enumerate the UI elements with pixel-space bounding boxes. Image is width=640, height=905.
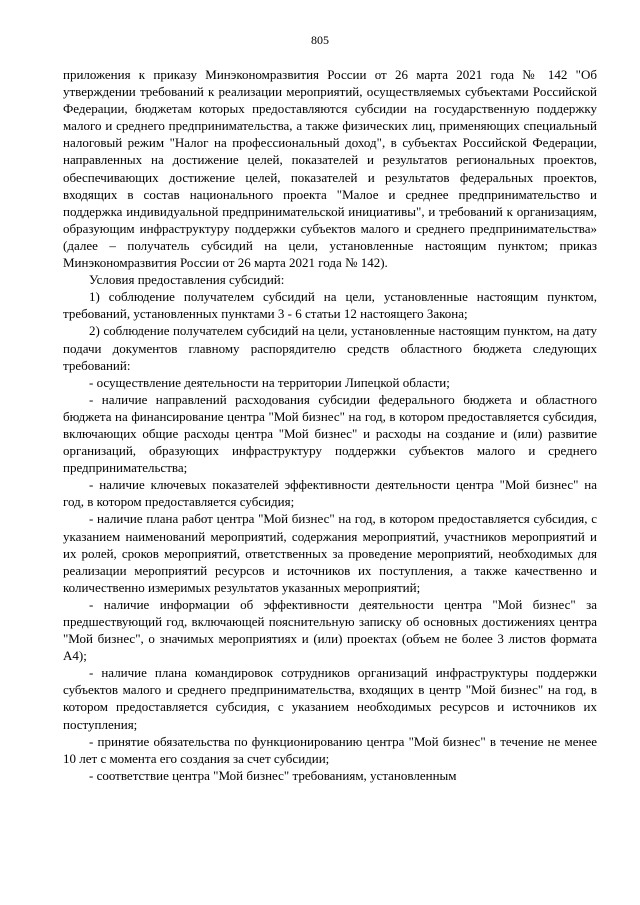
list-item-work-plan: - наличие плана работ центра "Мой бизнес" на год, в котором предоставляется субсидия, с указанием наименований мероприятий, содержания мероприятий, участников мероприятий и их ролей, сроков мероприятий, ответственных за проведение мероприятий, необходимых для реализации мероприятий ресурсов и источников их поступления, а также качественно и количественно измеримых результатов указанных мероприятий; bbox=[63, 511, 597, 595]
paragraph-order-reference: приложения к приказу Минэкономразвития России от 26 марта 2021 года № 142 "Об утверждении требований к реализации мероприятий, осуществляемых субъектами Российской Федерации, бюджетам которых предоставляются субсидии на государственную поддержку малого и среднего предпринимательства, а также физических лиц, применяющих специальный налоговый режим "Налог на профессиональный доход", в субъектах Российской Федерации, направленных на достижение целей, показателей и результатов региональных проектов, обеспечивающих достижение целей, показателей и результатов федеральных проектов, входящих в состав национального проекта "Малое и среднее предпринимательство и поддержка индивидуальной предпринимательской инициативы", и требований к организациям, образующим инфраструктуру поддержки субъектов малого и среднего предпринимательства» (далее – получатель субсидий на цели, установленные настоящим пунктом; приказ Минэкономразвития России от 26 марта 2021 года № 142). bbox=[63, 67, 597, 271]
paragraph-condition-2: 2) соблюдение получателем субсидий на цели, установленные настоящим пунктом, на дату подачи документов главному распорядителю средств областного бюджета следующих требований: bbox=[63, 323, 597, 373]
paragraph-condition-1: 1) соблюдение получателем субсидий на цели, установленные настоящим пунктом, требований, установленных пунктами 3 - 6 статьи 12 настоящего Закона; bbox=[63, 289, 597, 322]
list-item-compliance: - соответствие центра "Мой бизнес" требованиям, установленным bbox=[89, 767, 457, 783]
list-item-spending-directions: - наличие направлений расходования субсидии федерального бюджета и областного бюджета на финансирование центра "Мой бизнес" на год, в котором предоставляется субсидия, включающих общие расходы центра "Мой бизнес" и расходы на создание и (или) развитие организаций, образующих инфраструктуру поддержки субъектов малого и среднего предпринимательства; bbox=[63, 391, 597, 476]
list-item-kpi: - наличие ключевых показателей эффективности деятельности центра "Мой бизнес" на год, в котором предоставляется субсидия; bbox=[63, 477, 597, 510]
list-item-obligation: - принятие обязательства по функционированию центра "Мой бизнес" в течение не менее 10 лет с момента его создания за счет субсидии; bbox=[63, 733, 597, 766]
document-body bbox=[63, 66, 597, 784]
list-item-travel-plan: - наличие плана командировок сотрудников организаций инфраструктуры поддержки субъектов малого и среднего предпринимательства, входящих в центр "Мой бизнес" на год, в котором предоставляется субсидия, с указанием необходимых ресурсов и источников их поступления; bbox=[63, 665, 597, 732]
paragraph-conditions-heading: Условия предоставления субсидий: bbox=[89, 272, 285, 288]
list-item-efficiency-info: - наличие информации об эффективности деятельности центра "Мой бизнес" за предшествующий год, включающей пояснительную записку об основных достижениях центра "Мой бизнес", о значимых мероприятиях и (или) проектах (объем не более 3 листов формата А4); bbox=[63, 596, 597, 664]
page-number: 805 bbox=[311, 33, 329, 47]
list-item-territory: - осуществление деятельности на территории Липецкой области; bbox=[89, 374, 450, 390]
